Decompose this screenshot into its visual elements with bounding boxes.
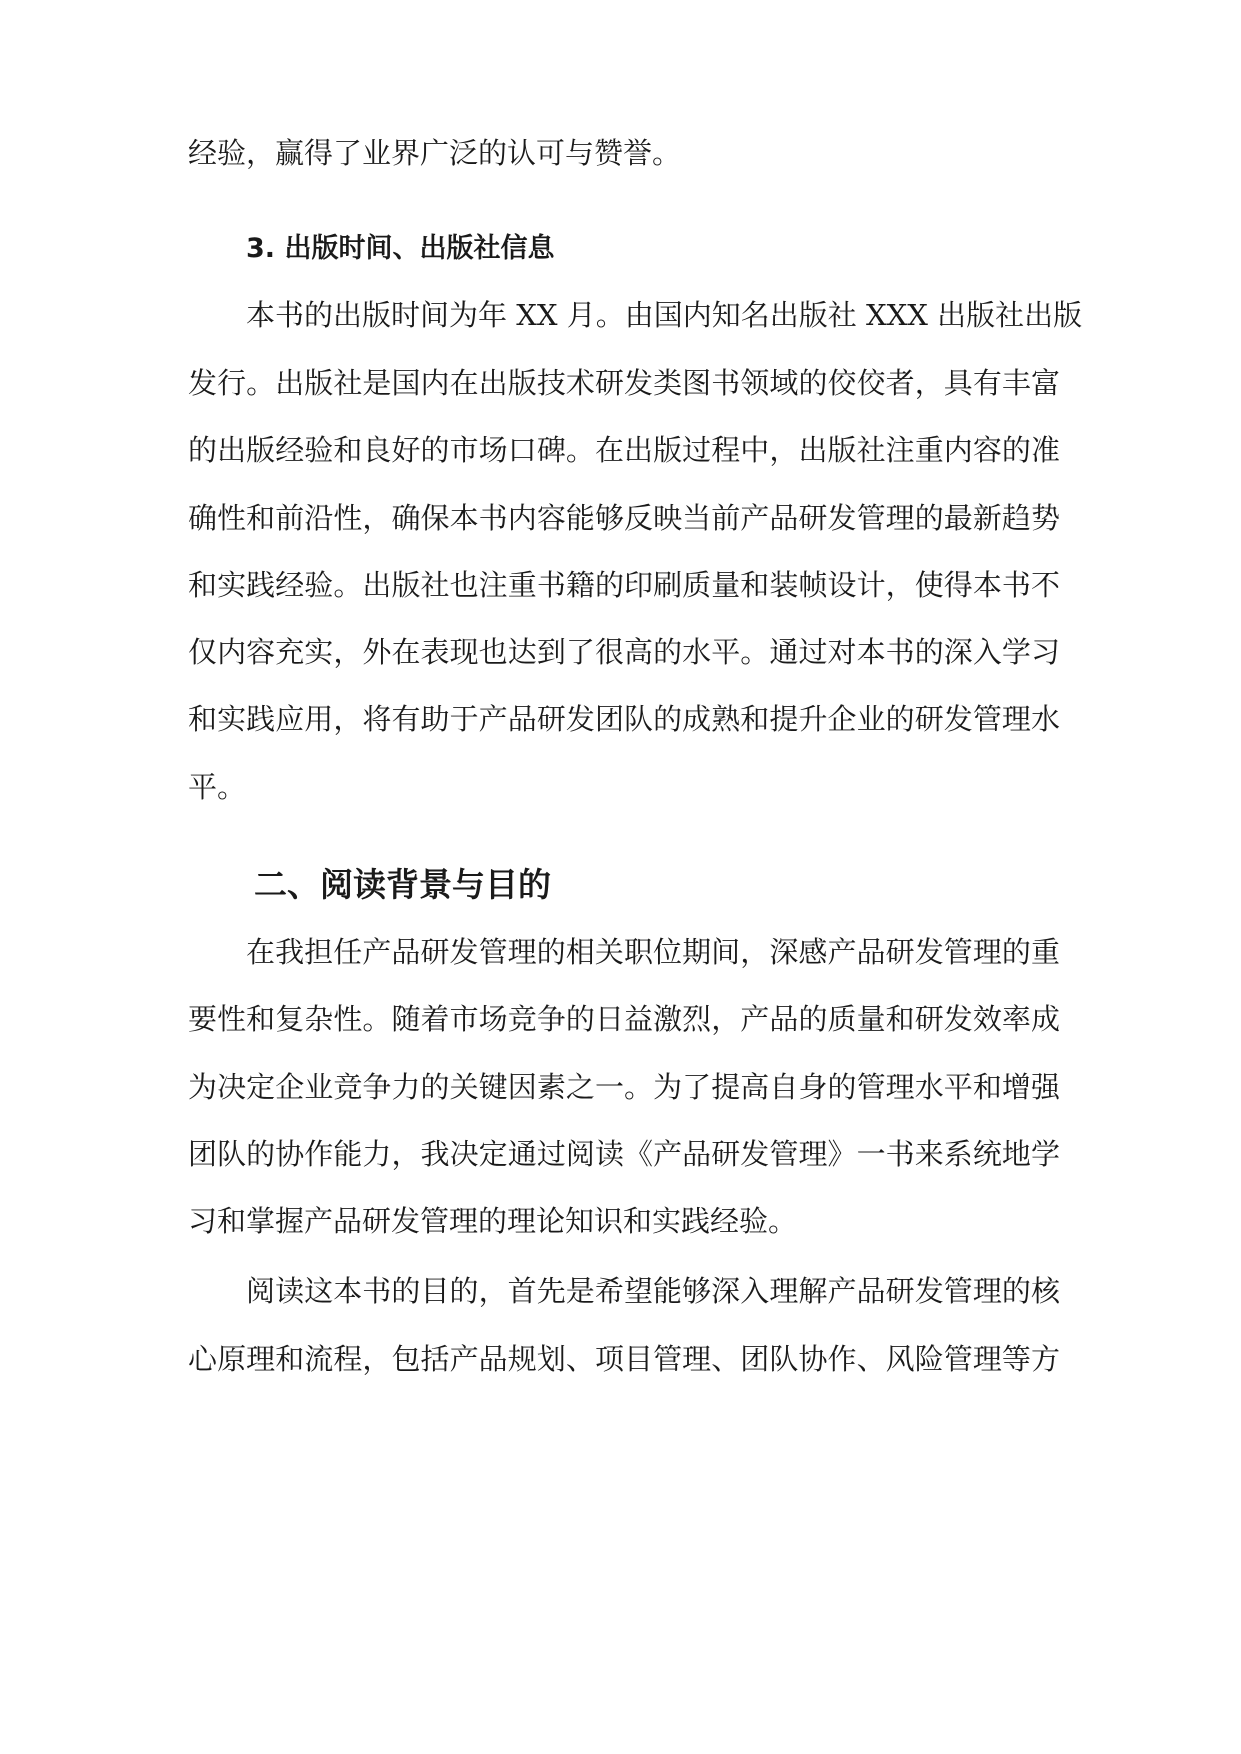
paragraph-line: 习和掌握产品研发管理的理论知识和实践经验。 [188, 1204, 798, 1238]
paragraph-line: 团队的协作能力，我决定通过阅读《产品研发管理》一书来系统地学 [188, 1137, 1060, 1171]
intro-tail-line: 经验，赢得了业界广泛的认可与赞誉。 [188, 136, 682, 170]
paragraph-line: 和实践应用，将有助于产品研发团队的成熟和提升企业的研发管理水 [188, 702, 1060, 736]
paragraph-line: 和实践经验。出版社也注重书籍的印刷质量和装帧设计，使得本书不 [188, 568, 1060, 602]
paragraph-line: 本书的出版时间为年 XX 月。由国内知名出版社 XXX 出版社出版 [246, 298, 1083, 332]
paragraph-line: 发行。出版社是国内在出版技术研发类图书领域的佼佼者，具有丰富 [188, 366, 1060, 400]
paragraph-line: 平。 [188, 770, 247, 804]
paragraph-line: 在我担任产品研发管理的相关职位期间，深感产品研发管理的重 [246, 935, 1060, 969]
paragraph-line: 的出版经验和良好的市场口碑。在出版过程中，出版社注重内容的准 [188, 433, 1060, 467]
paragraph-line: 仅内容充实，外在表现也达到了很高的水平。通过对本书的深入学习 [188, 635, 1060, 669]
paragraph-line: 为决定企业竞争力的关键因素之一。为了提高自身的管理水平和增强 [188, 1070, 1060, 1104]
section-two-heading: 二、阅读背景与目的 [254, 865, 551, 904]
section-3-heading: 3. 出版时间、出版社信息 [246, 233, 555, 264]
paragraph-line: 确性和前沿性，确保本书内容能够反映当前产品研发管理的最新趋势 [188, 501, 1060, 535]
paragraph-line: 要性和复杂性。随着市场竞争的日益激烈，产品的质量和研发效率成 [188, 1002, 1060, 1036]
paragraph-line: 心原理和流程，包括产品规划、项目管理、团队协作、风险管理等方 [188, 1342, 1060, 1376]
paragraph-line: 阅读这本书的目的，首先是希望能够深入理解产品研发管理的核 [246, 1274, 1060, 1308]
